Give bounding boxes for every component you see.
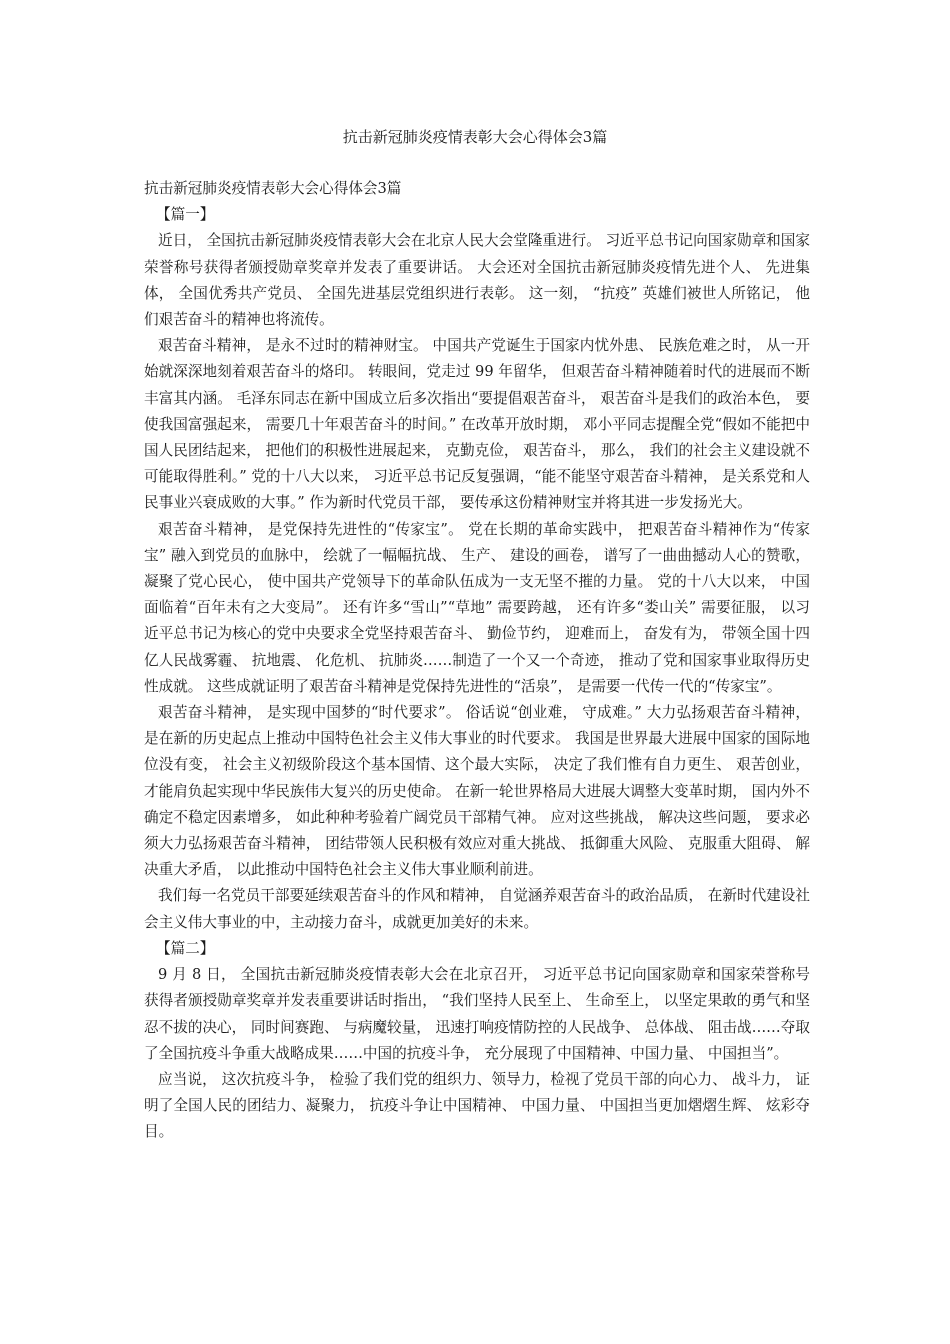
- document-title: 抗击新冠肺炎疫情表彰大会心得体会3篇: [342, 128, 608, 146]
- paragraph: 我们每一名党员干部要延续艰苦奋斗的作风和精神， 自觉涵养艰苦奋斗的政治品质， 在新时代建设社会主义伟大事业的中，主动接力奋斗，成就更加美好的未来。: [144, 887, 810, 931]
- paragraph: 应当说， 这次抗疫斗争， 检验了我们党的组织力、领导力，检视了党员干部的向心力、 战斗力， 证明了全国人民的团结力、凝聚力， 抗疫斗争让中国精神、 中国力量、 中国担当更加熠熠生辉、 炫彩夺目。: [144, 1070, 810, 1141]
- document-body: [144, 176, 810, 1146]
- paragraph: 9 月 8 日， 全国抗击新冠肺炎疫情表彰大会在北京召开， 习近平总书记向国家勋章和国家荣誉称号获得者颁授勋章奖章并发表重要讲话时指出， “我们坚持人民至上、 生命至上， 以坚定果敢的勇气和坚忍不拔的决心， 同时间赛跑、 与病魔较量， 迅速打响疫情防控的人民战争、 总体战、 阻击战……夺取了全国抗疫斗争重大战略成果……中国的抗疫斗争， 充分展现了中国精神、中国力量、 中国担当”。: [144, 966, 810, 1062]
- paragraph: 艰苦奋斗精神， 是党保持先进性的“传家宝”。 党在长期的革命实践中， 把艰苦奋斗精神作为“传家宝” 融入到党员的血脉中， 绘就了一幅幅抗战、 生产、 建设的画卷， 谱写了一曲曲撼动人心的赞歌， 凝聚了党心民心， 使中国共产党领导下的革命队伍成为一支无坚不摧的力量。 党的十八大以来， 中国面临着“百年未有之大变局”。 还有许多“雪山”“草地” 需要跨越， 还有许多“娄山关” 需要征服， 以习近平总书记为核心的党中央要求全党坚持艰苦奋斗、 勤俭节约， 迎难而上， 奋发有为， 带领全国十四亿人民战雾霾、 抗地震、 化危机、 抗肺炎……制造了一个又一个奇迹， 推动了党和国家事业取得历史性成就。 这些成就证明了艰苦奋斗精神是党保持先进性的“活泉”， 是需要一代传一代的“传家宝”。: [144, 520, 810, 695]
- section-1: [144, 202, 810, 936]
- section-label: 【篇一】: [156, 206, 215, 224]
- document-subtitle: 抗击新冠肺炎疫情表彰大会心得体会3篇: [144, 180, 402, 197]
- paragraph: 艰苦奋斗精神， 是永不过时的精神财宝。 中国共产党诞生于国家内忧外患、 民族危难之时， 从一开始就深深地刻着艰苦奋斗的烙印。 转眼间，党走过 99 年留华， 但艰苦奋斗精神随着时代的进展而不断丰富其内涵。 毛泽东同志在新中国成立后多次指出“要提倡艰苦奋斗， 艰苦奋斗是我们的政治本色， 要使我国富强起来， 需要几十年艰苦奋斗的时间。” 在改革开放时期， 邓小平同志提醒全党“假如不能把中国人民团结起来， 把他们的积极性进展起来， 克勤克俭， 艰苦奋斗， 那么， 我们的社会主义建设就不可能取得胜利。” 党的十八大以来， 习近平总书记反复强调，“能不能坚守艰苦奋斗精神， 是关系党和人民事业兴衰成败的大事。” 作为新时代党员干部， 要传承这份精神财宝并将其进一步发扬光大。: [144, 337, 810, 512]
- section-2: [144, 936, 810, 1146]
- paragraph: 近日， 全国抗击新冠肺炎疫情表彰大会在北京人民大会堂隆重进行。 习近平总书记向国家勋章和国家荣誉称号获得者颁授勋章奖章并发表了重要讲话。 大会还对全国抗击新冠肺炎疫情先进个人、 先进集体， 全国优秀共产党员、 全国先进基层党组织进行表彰。 这一刻， “抗疫” 英雄们被世人所铭记， 他们艰苦奋斗的精神也将流传。: [144, 232, 810, 329]
- paragraph: 艰苦奋斗精神， 是实现中国梦的“时代要求”。 俗话说“创业难， 守成难。” 大力弘扬艰苦奋斗精神， 是在新的历史起点上推动中国特色社会主义伟大事业的时代要求。 我国是世界最大进展中国家的国际地位没有变， 社会主义初级阶段这个基本国情、这个最大实际， 决定了我们惟有自力更生、 艰苦创业， 才能肩负起实现中华民族伟大复兴的历史使命。 在新一轮世界格局大进展大调整大变革时期， 国内外不确定不稳定因素增多， 如此种种考验着广阔党员干部精气神。 应对这些挑战， 解决这些问题， 要求必须大力弘扬艰苦奋斗精神， 团结带领人民积极有效应对重大挑战、 抵御重大风险、 克服重大阻碍、 解决重大矛盾， 以此推动中国特色社会主义伟大事业顺利前进。: [144, 704, 811, 879]
- section-label: 【篇二】: [156, 939, 215, 957]
